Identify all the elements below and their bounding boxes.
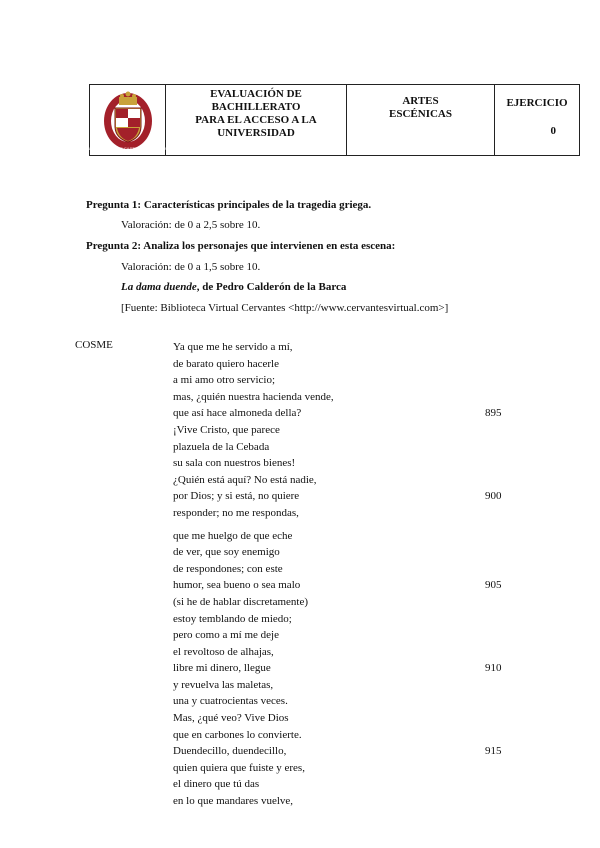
- verse-line: [173, 372, 334, 389]
- verse-line: [173, 472, 334, 489]
- question-1-text: Características principales de la tragedia griega.: [141, 199, 372, 211]
- verse-text: que me huelgo de que eche: [173, 529, 293, 542]
- verse-line: [173, 505, 334, 522]
- question-2-text: Analiza los personajes que intervienen en esta escena:: [141, 240, 396, 252]
- verse-text: el dinero que tú das: [173, 778, 260, 791]
- verse-text: que así hace almoneda della?: [173, 407, 302, 420]
- verse-line: [173, 422, 334, 439]
- source-note: [Fuente: Biblioteca Virtual Cervantes <http://www.cervantesvirtual.com>]: [121, 302, 449, 314]
- subject-line-1: ARTES: [402, 95, 439, 107]
- work-author: , de Pedro Calderón de la Barca: [196, 281, 347, 293]
- exam-title-cell: [166, 85, 347, 155]
- verse-text: y revuelva las maletas,: [173, 678, 274, 691]
- question-2: [86, 240, 395, 252]
- verse-text: de respondones; con este: [173, 562, 283, 575]
- verse-line: [173, 455, 334, 472]
- verse-line: [173, 356, 334, 373]
- verse-number: 910: [485, 662, 502, 675]
- verse-line: [173, 577, 502, 594]
- verse-line: [173, 710, 334, 727]
- verse-number: 905: [485, 579, 502, 592]
- exercise-cell: [495, 85, 579, 155]
- question-1-label: Pregunta 1:: [86, 199, 142, 211]
- verse-line: [173, 627, 334, 644]
- verse-text: una y cuatrocientas veces.: [173, 695, 288, 708]
- exam-title-line-3: PARA EL ACCESO A LA: [195, 114, 317, 126]
- university-crest-icon: [88, 88, 167, 152]
- verse-text: (si he de hablar discretamente): [173, 595, 308, 608]
- verse-text: libre mi dinero, llegue: [173, 662, 271, 675]
- exam-title-line-1: EVALUACIÓN DE: [210, 88, 302, 100]
- verse-line: [173, 793, 334, 810]
- verse-text: humor, sea bueno o sea malo: [173, 579, 301, 592]
- verse-number: 915: [485, 745, 502, 758]
- subject-cell: [347, 85, 495, 155]
- logo-ring-text: UNIVERSIDAD DE CASTILLA-LA MANCHA: [88, 146, 167, 151]
- verse-text: ¡Vive Cristo, que parece: [173, 423, 280, 436]
- verse-line: [173, 488, 502, 505]
- verse-line: [173, 693, 334, 710]
- verse-text: estoy temblando de miedo;: [173, 612, 292, 625]
- verse-line: [173, 389, 334, 406]
- question-1: [86, 199, 371, 211]
- verse-text: que en carbones lo convierte.: [173, 728, 302, 741]
- verse-line: [173, 776, 334, 793]
- logo-cell: [90, 85, 166, 155]
- verse-text: responder; no me respondas,: [173, 506, 299, 519]
- header-table: [89, 84, 580, 156]
- speaker-name: COSME: [75, 339, 113, 351]
- question-1-score: Valoración: de 0 a 2,5 sobre 10.: [121, 219, 261, 231]
- verse-text: su sala con nuestros bienes!: [173, 457, 296, 470]
- exam-title-line-2: BACHILLERATO: [211, 101, 301, 113]
- verse-text: ¿Quién está aquí? No está nadie,: [173, 473, 317, 486]
- verse-text: plazuela de la Cebada: [173, 440, 270, 453]
- question-2-score: Valoración: de 0 a 1,5 sobre 10.: [121, 261, 261, 273]
- verse-text: a mi amo otro servicio;: [173, 374, 276, 387]
- verse-line: [173, 660, 502, 677]
- verse-text: Ya que me he servido a mí,: [173, 341, 293, 353]
- verse-number: 895: [485, 407, 502, 420]
- verse-text: Duendecillo, duendecillo,: [173, 745, 287, 758]
- verse-line: [173, 677, 334, 694]
- verse-line: [173, 644, 334, 661]
- verse-line: [173, 405, 502, 422]
- verse-line: [173, 760, 334, 777]
- verse-line: [173, 544, 334, 561]
- verse-text: quien quiera que fuiste y eres,: [173, 761, 305, 774]
- verse-text: por Dios; y si está, no quiere: [173, 490, 300, 503]
- verse-line: [173, 611, 334, 628]
- exercise-number: 0: [550, 125, 556, 137]
- verse-line: [173, 528, 334, 545]
- subject-line-2: ESCÉNICAS: [389, 108, 452, 120]
- verse-text: en lo que mandares vuelve,: [173, 795, 294, 808]
- work-title: La dama duende: [121, 281, 197, 293]
- verse-line: [173, 594, 334, 611]
- verse-line: [173, 439, 334, 456]
- verse-line: [173, 743, 502, 760]
- verse-line: [173, 339, 334, 356]
- exam-title-line-4: UNIVERSIDAD: [217, 127, 295, 139]
- verse-text: de barato quiero hacerle: [173, 357, 279, 370]
- verse-text: mas, ¿quién nuestra hacienda vende,: [173, 390, 334, 403]
- verse-text: Mas, ¿qué veo? Vive Dios: [173, 712, 289, 725]
- verse-text: pero como a mí me deje: [173, 629, 279, 642]
- question-2-label: Pregunta 2:: [86, 240, 142, 252]
- verse-block: [173, 339, 502, 810]
- verse-number: 900: [485, 490, 502, 503]
- verse-text: el revoltoso de alhajas,: [173, 645, 274, 658]
- work-citation: [121, 281, 346, 293]
- verse-line: [173, 561, 334, 578]
- exercise-label: EJERCICIO: [506, 97, 568, 109]
- verse-line: [173, 727, 334, 744]
- verse-text: de ver, que soy enemigo: [173, 546, 280, 559]
